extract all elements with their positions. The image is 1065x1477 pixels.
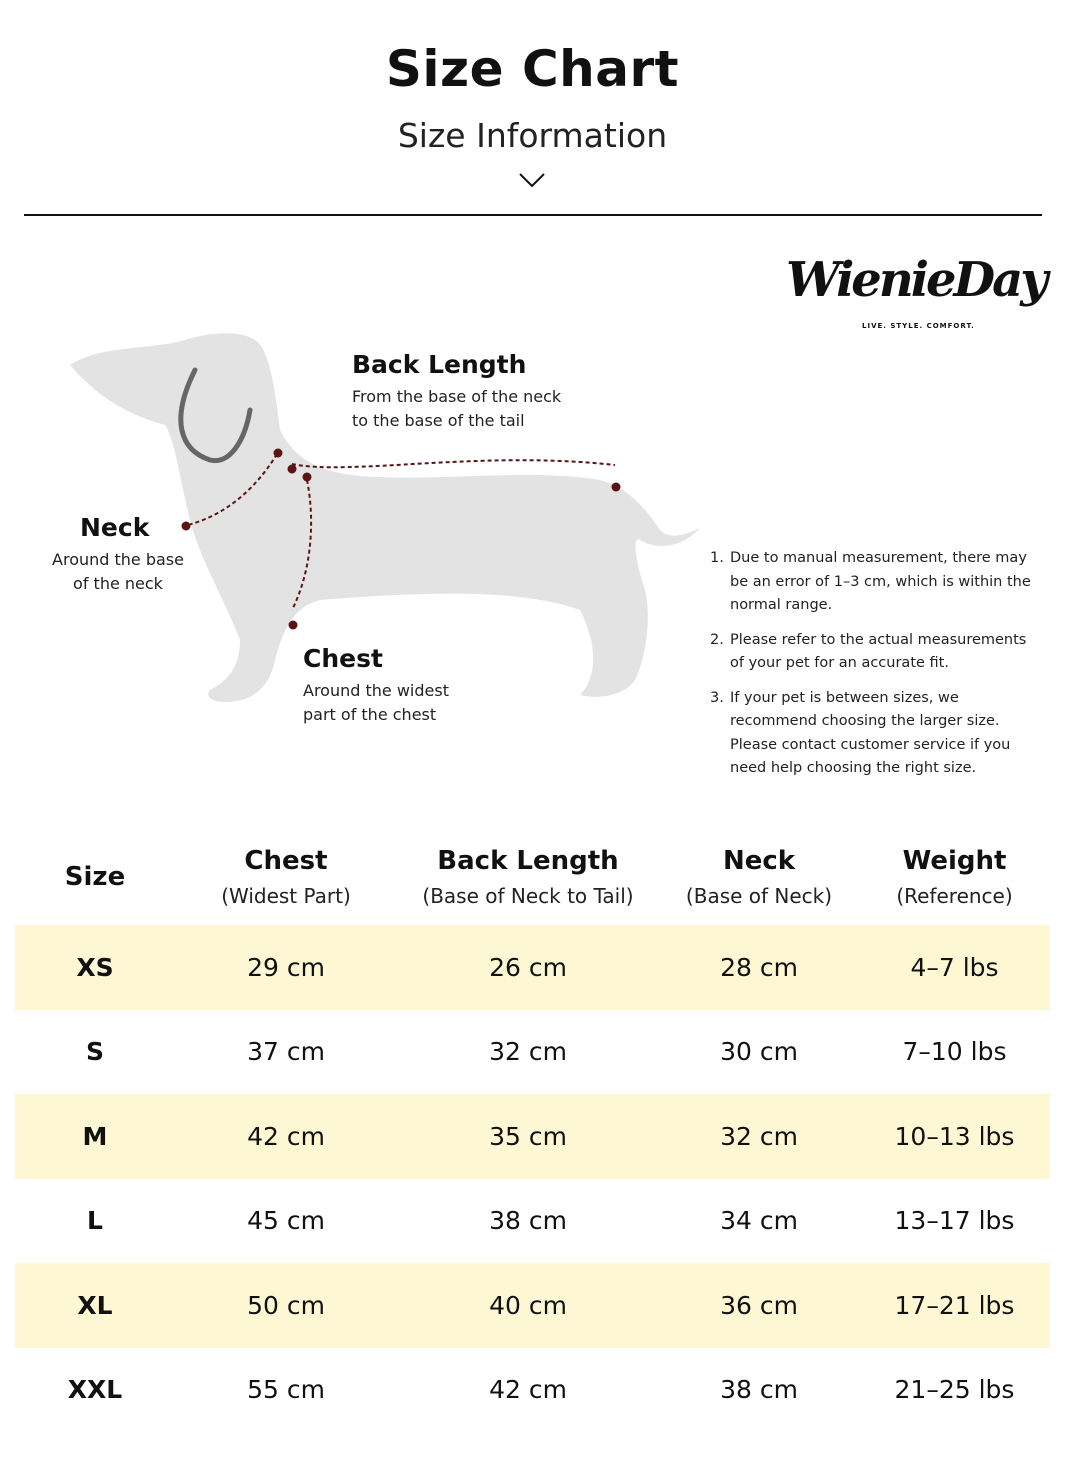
chest-desc-2: part of the chest <box>303 705 437 724</box>
header-neck-sub: (Base of Neck) <box>685 883 833 908</box>
cell-back-length: 42 cm <box>489 1375 567 1405</box>
header-back-length-label: Back Length <box>437 845 619 876</box>
chevron-down-icon <box>517 170 547 190</box>
header-weight <box>859 846 1050 908</box>
cell-size: XL <box>77 1290 113 1320</box>
note-text: Please refer to the actual measurements of your pet for an accurate fit. <box>730 631 1027 671</box>
back-length-label <box>352 350 561 433</box>
logo-wordmark: WienieDay <box>786 252 1046 308</box>
table-row <box>15 925 1050 1010</box>
measurement-notes <box>710 547 1040 792</box>
cell-size: XS <box>76 952 114 982</box>
page-subtitle: Size Information <box>397 116 668 155</box>
cell-neck: 34 cm <box>720 1206 798 1236</box>
neck-title: Neck <box>80 513 150 542</box>
cell-chest: 50 cm <box>247 1290 325 1320</box>
cell-chest: 37 cm <box>247 1037 325 1067</box>
neck-desc-2: of the neck <box>73 574 163 593</box>
header-chest-label: Chest <box>244 845 328 876</box>
table-header <box>15 828 1050 925</box>
cell-neck: 30 cm <box>720 1037 798 1067</box>
cell-neck: 28 cm <box>720 952 798 982</box>
cell-back-length: 38 cm <box>489 1206 567 1236</box>
cell-size: S <box>85 1037 104 1067</box>
table-row <box>15 1010 1050 1095</box>
cell-back-length: 32 cm <box>489 1037 567 1067</box>
header-weight-sub: (Reference) <box>896 883 1013 908</box>
header-back-length-sub: (Base of Neck to Tail) <box>422 883 634 908</box>
header-size <box>15 862 175 892</box>
note-number: 2. <box>710 631 724 648</box>
cell-back-length: 40 cm <box>489 1290 567 1320</box>
brand-logo <box>786 252 1046 342</box>
back-length-desc-2: to the base of the tail <box>352 411 525 430</box>
note-item <box>710 687 1040 781</box>
cell-neck: 36 cm <box>720 1290 798 1320</box>
header-divider <box>24 214 1042 216</box>
cell-weight: 21–25 lbs <box>894 1375 1015 1405</box>
header-neck <box>659 846 859 908</box>
note-number: 1. <box>710 550 724 566</box>
cell-back-length: 26 cm <box>489 952 567 982</box>
cell-weight: 13–17 lbs <box>894 1206 1015 1236</box>
table-row <box>15 1094 1050 1179</box>
header-chest-sub: (Widest Part) <box>221 883 351 908</box>
back-length-title: Back Length <box>352 350 527 379</box>
chest-desc-1: Around the widest <box>303 681 449 700</box>
neck-label <box>48 513 188 596</box>
cell-chest: 42 cm <box>247 1121 325 1151</box>
cell-weight: 17–21 lbs <box>894 1290 1015 1320</box>
cell-chest: 29 cm <box>247 952 325 982</box>
header-back-length <box>397 846 659 908</box>
neck-desc-1: Around the base <box>52 550 184 569</box>
back-length-desc-1: From the base of the neck <box>352 387 562 406</box>
cell-size: XXL <box>67 1375 123 1405</box>
cell-back-length: 35 cm <box>489 1121 567 1151</box>
cell-chest: 45 cm <box>247 1206 325 1236</box>
table-row <box>15 1263 1050 1348</box>
chest-label <box>303 644 449 727</box>
logo-tagline: LIVE. STYLE. COMFORT. <box>862 322 975 330</box>
cell-weight: 7–10 lbs <box>902 1037 1007 1067</box>
note-number: 3. <box>710 689 724 706</box>
note-item <box>710 629 1040 676</box>
note-text: Due to manual measurement, there may be an error of 1–3 cm, which is within the normal range. <box>730 550 1031 613</box>
note-item <box>710 547 1040 618</box>
cell-size: M <box>82 1121 108 1151</box>
cell-neck: 38 cm <box>720 1375 798 1405</box>
cell-weight: 4–7 lbs <box>910 952 999 982</box>
note-text: If your pet is between sizes, we recommend choosing the larger size. Please contact customer service if you need help choosing the right size. <box>730 689 1011 776</box>
header-neck-label: Neck <box>722 845 796 876</box>
cell-weight: 10–13 lbs <box>894 1121 1015 1151</box>
header-chest <box>175 846 397 908</box>
header-size-label: Size <box>64 861 126 892</box>
cell-size: L <box>87 1206 103 1236</box>
size-table <box>15 828 1050 1432</box>
cell-neck: 32 cm <box>720 1121 798 1151</box>
table-row <box>15 1348 1050 1433</box>
cell-chest: 55 cm <box>247 1375 325 1405</box>
page-title: Size Chart <box>385 40 680 98</box>
chest-title: Chest <box>303 644 383 673</box>
header-weight-label: Weight <box>902 845 1007 876</box>
table-row <box>15 1179 1050 1264</box>
